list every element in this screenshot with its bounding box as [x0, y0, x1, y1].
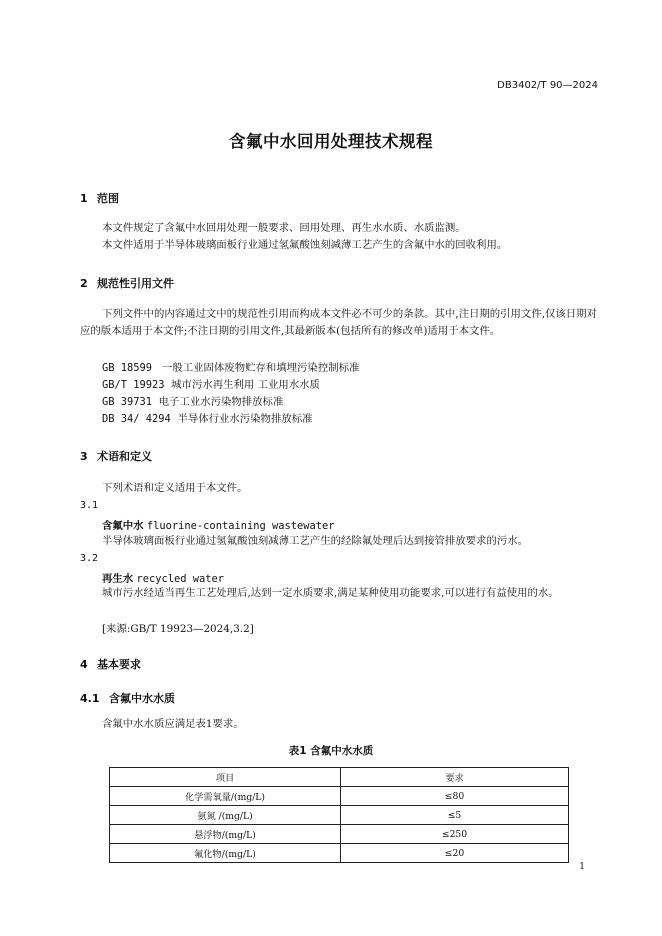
section-title: 范围: [97, 192, 119, 205]
paragraph: 下列文件中的内容通过文中的规范性引用而构成本文件必不可少的条款。其中,注日期的引用文件,仅该日期对应的版本适用于本文件;不注日期的引用文件,其最新版本(包括所有的修改单)适用于本文件。: [80, 308, 597, 337]
term-chinese: 含氟中水: [102, 520, 144, 532]
term-chinese: 再生水: [102, 573, 134, 585]
paragraph: 含氟中水水质应满足表1要求。: [102, 718, 244, 730]
section-1-heading: [80, 190, 119, 206]
table-row: [110, 806, 569, 825]
term-source: [来源:GB/T 19923—2024,3.2]: [102, 623, 254, 635]
subsection-title: 含氟中水水质: [109, 692, 175, 705]
table-row: [110, 825, 569, 844]
item-cell: 悬浮物/(mg/L): [110, 825, 341, 844]
standard-code: DB3402/T 90—2024: [497, 80, 598, 91]
item-cell: 氨氮 /(mg/L): [110, 806, 341, 825]
section-number: 2: [80, 277, 88, 290]
reference-name: 一般工业固体废物贮存和填埋污染控制标准: [161, 362, 360, 374]
item-cell: 氟化物/(mg/L): [110, 844, 341, 863]
reference-item: [102, 411, 313, 428]
section-number: 4: [80, 658, 88, 671]
term-entry: [102, 517, 335, 532]
water-quality-table: [109, 767, 569, 863]
paragraph: 本文件适用于半导体玻璃面板行业通过氢氟酸蚀刻减薄工艺产生的含氟中水的回收利用。: [102, 239, 508, 251]
term-definition: 半导体玻璃面板行业通过氢氟酸蚀刻减薄工艺产生的经除氟处理后达到接管排放要求的污水。: [102, 535, 529, 547]
section-3-heading: [80, 448, 152, 464]
term-number: 3.2: [80, 553, 99, 564]
table-row: [110, 844, 569, 863]
header-item: 项目: [110, 768, 341, 787]
section-number: 1: [80, 192, 88, 205]
page-number: 1: [579, 862, 585, 872]
reference-code: GB 39731: [102, 396, 153, 408]
reference-name: 城市污水再生利用 工业用水水质: [171, 379, 320, 391]
reference-code: DB 34/ 4294: [102, 413, 171, 425]
document-title: 含氟中水回用处理技术规程: [229, 132, 433, 151]
reference-item: [102, 394, 283, 411]
reference-code: GB 18599: [102, 362, 153, 374]
header-requirement: 要求: [341, 768, 569, 787]
item-cell: 化学需氧量/(mg/L): [110, 787, 341, 806]
reference-item: [102, 377, 320, 394]
section-4-heading: [80, 656, 141, 672]
reference-code: GB/T 19923: [102, 379, 165, 391]
reference-name: 半导体行业水污染物排放标准: [177, 413, 313, 425]
term-number: 3.1: [80, 500, 99, 511]
subsection-4-1-heading: [80, 690, 175, 706]
requirement-cell: ≤250: [341, 825, 569, 844]
table-row: [110, 787, 569, 806]
paragraph: 本文件规定了含氟中水回用处理一般要求、回用处理、再生水水质、水质监测。: [102, 222, 466, 234]
section-2-heading: [80, 275, 174, 291]
section-title: 规范性引用文件: [97, 277, 174, 290]
subsection-number: 4.1: [80, 692, 100, 705]
term-english: fluorine-containing wastewater: [146, 520, 335, 532]
reference-item: [102, 360, 359, 377]
reference-name: 电子工业水污染物排放标准: [158, 396, 284, 408]
section-title: 术语和定义: [97, 450, 152, 463]
paragraph: 下列术语和定义适用于本文件。: [102, 482, 248, 494]
term-definition: 城市污水经适当再生工艺处理后,达到一定水质要求,满足某种使用功能要求,可以进行有益使用的水。: [102, 587, 559, 599]
section-title: 基本要求: [97, 658, 141, 671]
table-caption: 表1 含氟中水水质: [288, 745, 374, 757]
requirement-cell: ≤5: [341, 806, 569, 825]
term-english: recycled water: [136, 573, 225, 585]
requirement-cell: ≤20: [341, 844, 569, 863]
requirement-cell: ≤80: [341, 787, 569, 806]
table-header-row: [110, 768, 569, 787]
section-number: 3: [80, 450, 88, 463]
term-entry: [102, 570, 224, 585]
